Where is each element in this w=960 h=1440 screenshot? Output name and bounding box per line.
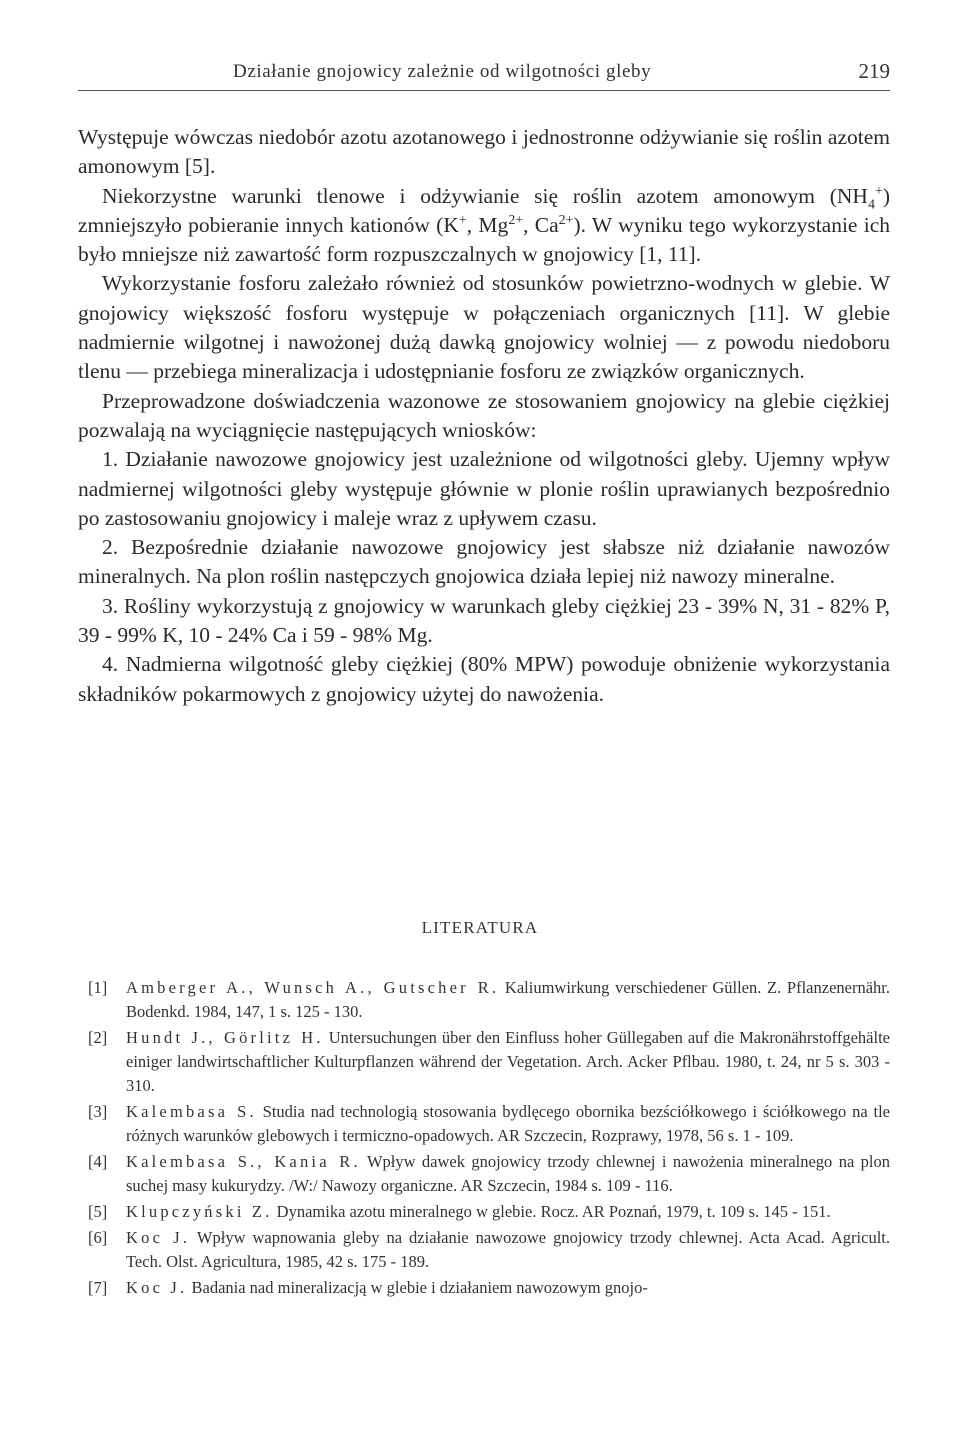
reference-text: Wpływ dawek gnojowicy trzody chlewnej i nawożenia mineralnego na plon suchej masy kukurydzy. /W:/ Nawozy organiczne. AR Szczecin, 1984 s. 109 - 116. — [126, 1152, 890, 1196]
reference-text: Wpływ wapnowania gleby na działanie nawozowe gnojowicy trzody chlewnej. Acta Acad. Agricult. Tech. Olst. Agricultura, 1985, 42 s. 175 - 189. — [126, 1228, 890, 1272]
body-text — [78, 123, 890, 709]
running-title: Działanie gnojowicy zależnie od wilgotności gleby — [233, 61, 652, 82]
reference-authors: Koc J. — [126, 1278, 188, 1297]
reference-item — [88, 1200, 890, 1224]
conclusion-1: 1. Działanie nawozowe gnojowicy jest uzależnione od wilgotności gleby. Ujemny wpływ nadmiernej wilgotności gleby występuje głównie w plonie roślin uprawianych bezpośrednio po zastosowaniu gnojowicy i maleje wraz z upływem czasu. — [78, 447, 890, 530]
conclusion-4: 4. Nadmierna wilgotność gleby ciężkiej (80% MPW) powoduje obniżenie wykorzystania składników pokarmowych z gnojowicy użytej do nawożenia. — [78, 652, 890, 706]
reference-number: [2] — [88, 1028, 108, 1047]
paragraph-1: Występuje wówczas niedobór azotu azotanowego i jednostronne odżywianie się roślin azotem amonowym [5]. — [78, 125, 890, 179]
literature-heading: LITERATURA — [421, 918, 539, 937]
conclusion-2: 2. Bezpośrednie działanie nawozowe gnojowicy jest słabsze niż działanie nawozów mineralnych. Na plon roślin następczych gnojowica działa lepiej niż nawozy mineralne. — [78, 535, 890, 589]
reference-item — [88, 976, 890, 1024]
reference-authors: Kalembasa S. — [126, 1102, 257, 1122]
paragraph-2: Niekorzystne warunki tlenowe i odżywianie się roślin azotem amonowym $(NH_4^+)$ zmniejszyło pobieranie innych kationów (K+, $Mg^{2+}$, $Ca^{2+}$). W wyniku tego wykorzystanie ich było mniejsze niż zawartość form rozpuszczalnych w gnojowicy [1, 11]. — [78, 183, 890, 267]
reference-authors: Klupczyński Z. — [126, 1202, 273, 1222]
reference-authors: Koc J. — [126, 1228, 191, 1247]
reference-authors: Hundt J., Görlitz H. — [126, 1028, 324, 1047]
reference-text: Kaliumwirkung verschiedener Güllen. Z. Pflanzenernähr. Bodenkd. 1984, 147, 1 s. 125 - 130. — [126, 978, 890, 1022]
reference-number: [7] — [88, 1278, 108, 1297]
conclusion-3: 3. Rośliny wykorzystują z gnojowicy w warunkach gleby ciężkiej 23 - 39% N, 31 - 82% P, 39 - 99% K, 10 - 24% Ca i 59 - 98% Mg. — [78, 593, 890, 648]
page-number: 219 — [858, 59, 890, 83]
reference-number: [3] — [88, 1102, 108, 1122]
reference-item — [88, 1100, 890, 1148]
reference-authors: Amberger A., Wunsch A., Gutscher R. — [126, 978, 500, 997]
reference-item — [88, 1150, 890, 1198]
page-header — [78, 58, 890, 91]
reference-number: [5] — [88, 1202, 108, 1222]
reference-text: Badania nad mineralizacją w glebie i działaniem nawozowym gnojo- — [187, 1278, 648, 1297]
reference-text: Untersuchungen über den Einfluss hoher Güllegaben auf die Makronährstoffgehälte einiger landwirtschaftlicher Kulturpflanzen während der Vegetation. Arch. Acker Pflbau. 1980, t. 24, nr 5 s. 303 - 310. — [126, 1028, 890, 1096]
reference-number: [6] — [88, 1228, 108, 1247]
paragraph-4: Przeprowadzone doświadczenia wazonowe ze stosowaniem gnojowicy na glebie ciężkiej pozwalają na wyciągnięcie następujących wniosków: — [78, 388, 890, 442]
reference-text: Studia nad technologią stosowania bydlęcego obornika bezściółkowego i ściółkowego na tle różnych warunków glebowych i termiczno-opadowych. AR Szczecin, Rozprawy, 1978, 56 s. 1 - 109. — [126, 1102, 890, 1146]
reference-authors: Kalembasa S., Kania R. — [126, 1152, 361, 1172]
reference-text: Dynamika azotu mineralnego w glebie. Rocz. AR Poznań, 1979, t. 109 s. 145 - 151. — [272, 1202, 831, 1222]
reference-item — [88, 1026, 890, 1099]
reference-number: [4] — [88, 1152, 108, 1172]
reference-item — [88, 1276, 890, 1300]
reference-list — [88, 976, 890, 1302]
reference-number: [1] — [88, 978, 108, 997]
paragraph-3: Wykorzystanie fosforu zależało również od stosunków powietrzno-wodnych w glebie. W gnojowicy większość fosforu występuje w połączeniach organicznych [11]. W glebie nadmiernie wilgotnej i nawożonej dużą dawką gnojowicy wolniej — z powodu niedoboru tlenu — przebiega mineralizacja i udostępnianie fosforu ze związków organicznych. — [78, 271, 890, 384]
reference-item — [88, 1226, 890, 1274]
